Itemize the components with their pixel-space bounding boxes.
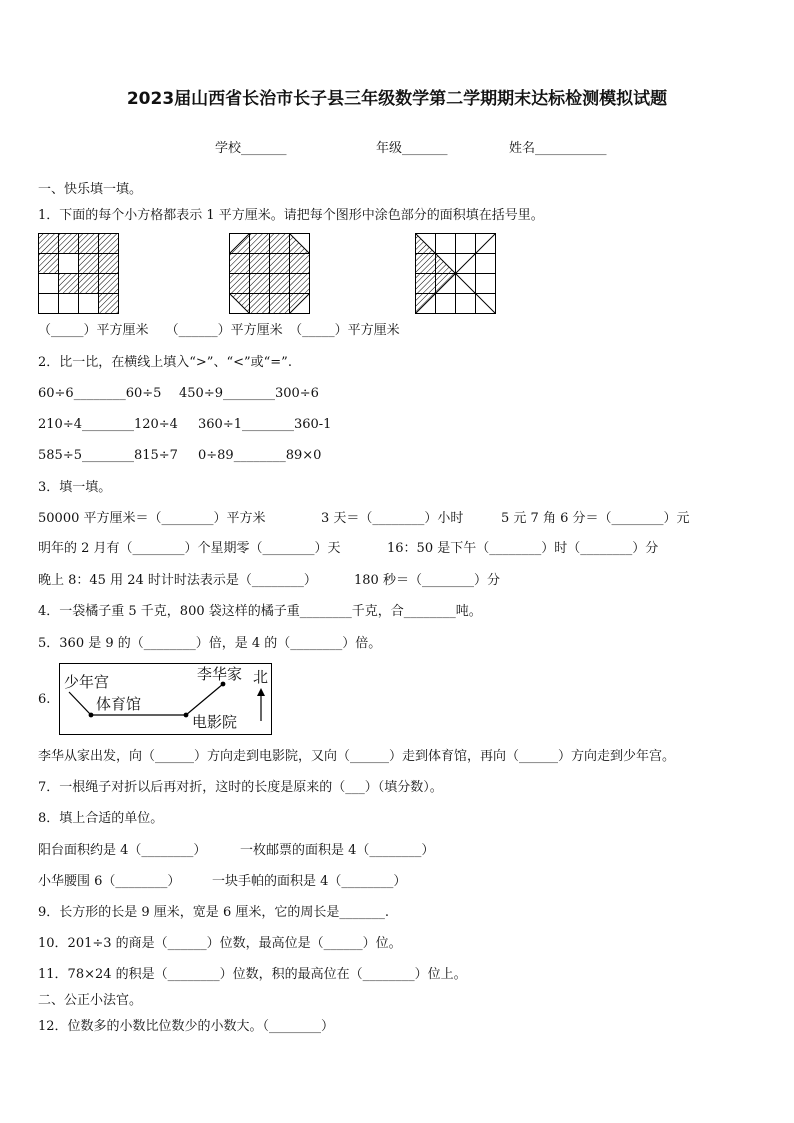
q6-text[interactable]: 李华从家出发，向（______）方向走到电影院，又向（______）走到体育馆，再向（______）方向走到少年宫。 xyxy=(38,749,676,764)
q1-figure-1 xyxy=(38,233,120,315)
q7[interactable]: 7．一根绳子对折以后再对折，这时的长度是原来的（___）（填分数）。 xyxy=(38,780,443,795)
section-1-heading: 一、快乐填一填。 xyxy=(38,182,143,197)
map-label-home: 李华家 xyxy=(197,665,243,683)
q8-item[interactable]: 一块手帕的面积是 4（________） xyxy=(212,874,407,889)
q6-map xyxy=(59,663,272,735)
q10[interactable]: 10．201÷3 的商是（______）位数，最高位是（______）位。 xyxy=(38,936,402,951)
q3-item[interactable]: 5 元 7 角 6 分＝（________）元 xyxy=(501,511,690,526)
q9[interactable]: 9．长方形的长是 9 厘米，宽是 6 厘米，它的周长是_______. xyxy=(38,905,389,920)
q2-item[interactable]: 585÷5________815÷7 xyxy=(38,448,178,463)
q8-item[interactable]: 阳台面积约是 4（________） xyxy=(38,843,207,858)
q3-item[interactable]: 晚上 8：45 用 24 时计时法表示是（________） xyxy=(38,573,317,588)
q1-figure-2 xyxy=(229,233,311,315)
school-field[interactable]: 学校_______ xyxy=(215,141,287,156)
q2-item[interactable]: 360÷1________360-1 xyxy=(198,417,332,432)
map-label-gym: 体育馆 xyxy=(96,695,142,713)
q8-item[interactable]: 一枚邮票的面积是 4（________） xyxy=(240,843,435,858)
q8-item[interactable]: 小华腰围 6（________） xyxy=(38,874,181,889)
q3-item[interactable]: 50000 平方厘米＝（________）平方米 xyxy=(38,511,266,526)
map-label-north: 北 xyxy=(253,668,269,686)
section-2-heading: 二、公正小法官。 xyxy=(38,993,143,1008)
q1-figure-3 xyxy=(415,233,497,315)
q2-item[interactable]: 0÷89________89×0 xyxy=(198,448,322,463)
q3-item[interactable]: 180 秒＝（________）分 xyxy=(354,573,500,588)
page-title: 2023届山西省长治市长子县三年级数学第二学期期末达标检测模拟试题 xyxy=(126,89,668,109)
q5[interactable]: 5．360 是 9 的（________）倍，是 4 的（________）倍。 xyxy=(38,636,382,651)
q3-item[interactable]: 明年的 2 月有（________）个星期零（________）天 xyxy=(38,541,341,556)
map-label-cinema: 电影院 xyxy=(192,713,238,731)
q12[interactable]: 12．位数多的小数比位数少的小数大。（________） xyxy=(38,1019,335,1034)
q2-item[interactable]: 210÷4________120÷4 xyxy=(38,417,178,432)
q6-number: 6. xyxy=(38,692,51,707)
grade-field[interactable]: 年级_______ xyxy=(376,141,448,156)
q4[interactable]: 4．一袋橘子重 5 千克，800 袋这样的橘子重________千克，合________吨。 xyxy=(38,604,482,619)
q3-item[interactable]: 16：50 是下午（________）时（________）分 xyxy=(387,541,659,556)
name-field[interactable]: 姓名___________ xyxy=(509,141,607,156)
map-label-palace: 少年宫 xyxy=(64,673,110,691)
q3-item[interactable]: 3 天＝（________）小时 xyxy=(321,511,464,526)
q3-stem: 3．填一填。 xyxy=(38,480,112,495)
q11[interactable]: 11．78×24 的积是（________）位数，积的最高位在（________）位上。 xyxy=(38,967,467,982)
q8-stem: 8．填上合适的单位。 xyxy=(38,811,164,826)
q2-stem: 2．比一比，在横线上填入“>”、“<”或“=”. xyxy=(38,355,292,370)
q1-answer-blanks[interactable]: （_____）平方厘米 （______）平方厘米 （_____）平方厘米 xyxy=(38,323,400,338)
q1-stem: 1．下面的每个小方格都表示 1 平方厘米。请把每个图形中涂色部分的面积填在括号里。 xyxy=(38,208,544,223)
q2-item[interactable]: 60÷6________60÷5 xyxy=(38,386,162,401)
q2-item[interactable]: 450÷9________300÷6 xyxy=(179,386,319,401)
